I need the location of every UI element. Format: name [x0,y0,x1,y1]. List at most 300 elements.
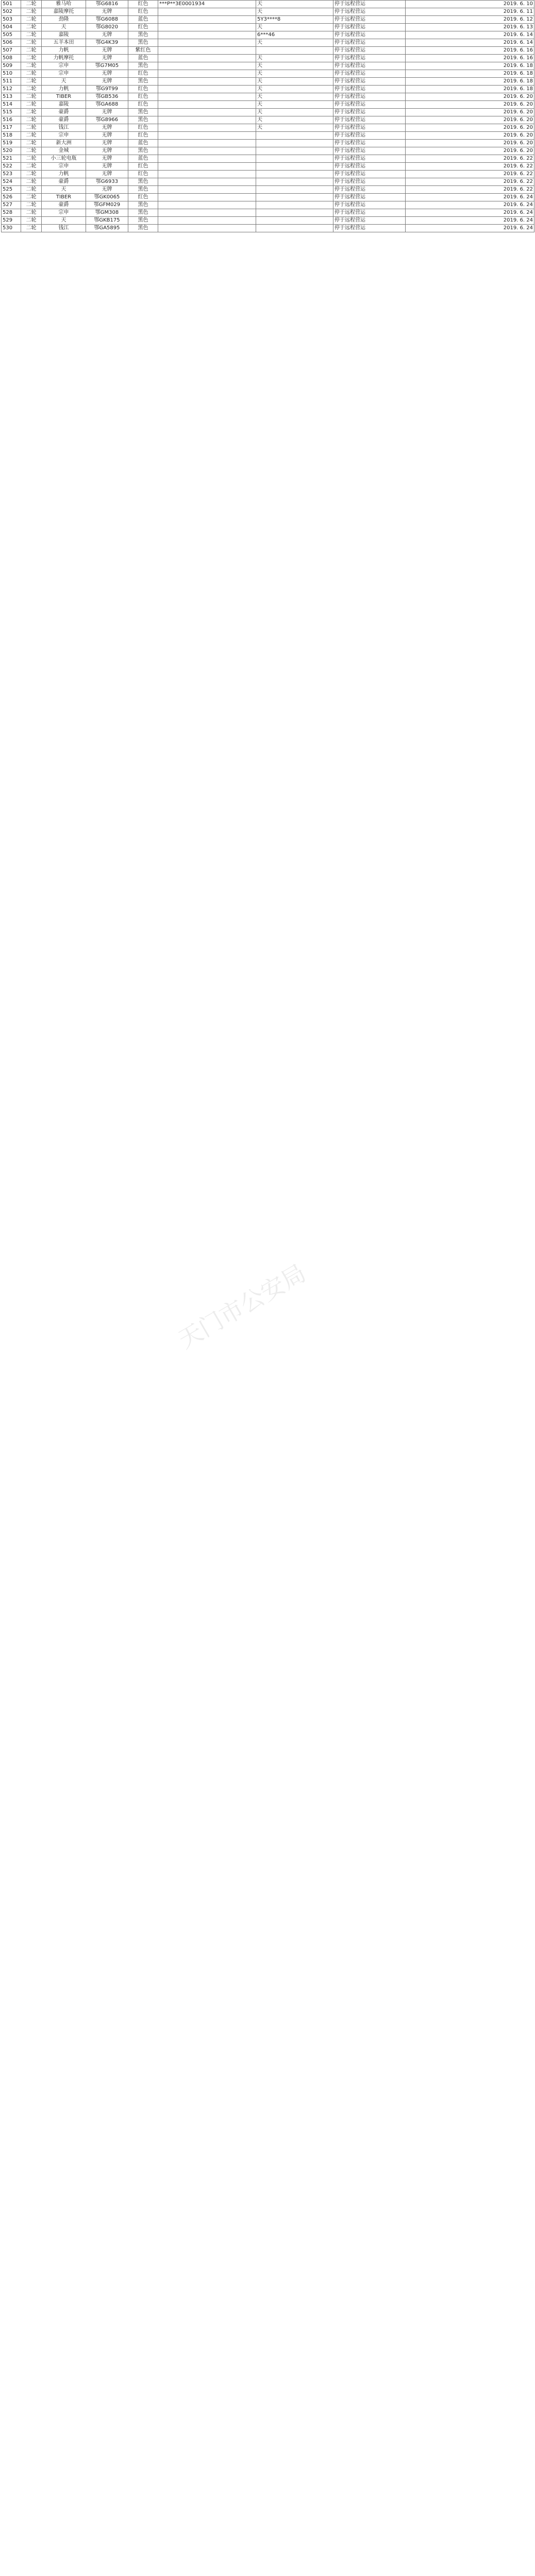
cell-brand: 宗申 [42,70,86,78]
cell-plate: 无牌 [86,31,128,39]
cell-vin [158,124,256,132]
cell-type: 二轮 [21,147,42,155]
cell-type: 二轮 [21,186,42,194]
cell-plate: 鄂G6816 [86,1,128,8]
cell-no: 515 [2,109,21,116]
cell-color: 红色 [128,101,158,109]
cell-engine [256,155,333,163]
watermark: 天门市公安局 [173,1259,311,1354]
cell-vin [158,171,256,178]
cell-engine [256,163,333,171]
cell-status: 停于远程营运 [333,116,406,124]
cell-engine: 天 [256,24,333,31]
cell-color: 黑色 [128,217,158,225]
cell-engine [256,194,333,201]
cell-no: 529 [2,217,21,225]
cell-no: 506 [2,39,21,47]
cell-status: 停于远程营运 [333,124,406,132]
cell-brand: 宗申 [42,209,86,217]
cell-color: 蓝色 [128,155,158,163]
cell-no: 519 [2,140,21,147]
cell-vin [158,16,256,24]
table-row [2,225,534,232]
cell-type: 二轮 [21,116,42,124]
table-row [2,55,534,62]
cell-vin [158,225,256,232]
table-row [2,70,534,78]
cell-type: 二轮 [21,155,42,163]
cell-engine [256,132,333,140]
cell-date: 2019. 6. 20 [406,147,534,155]
cell-status: 停于远程营运 [333,171,406,178]
cell-engine: 6***46 [256,31,333,39]
cell-color: 红色 [128,163,158,171]
cell-vin [158,116,256,124]
cell-date: 2019. 6. 24 [406,217,534,225]
cell-brand: 五羊本田 [42,39,86,47]
table-row [2,109,534,116]
cell-type: 二轮 [21,178,42,186]
cell-date: 2019. 6. 13 [406,24,534,31]
cell-brand: 豪爵 [42,116,86,124]
cell-status: 停于远程营运 [333,209,406,217]
cell-date: 2019. 6. 22 [406,186,534,194]
cell-date: 2019. 6. 20 [406,140,534,147]
cell-no: 517 [2,124,21,132]
cell-status: 停于远程营运 [333,225,406,232]
table-row [2,132,534,140]
cell-vin [158,140,256,147]
cell-color: 黑色 [128,62,158,70]
table-row [2,155,534,163]
cell-color: 黑色 [128,116,158,124]
cell-status: 停于远程营运 [333,86,406,93]
cell-brand: 劲隆 [42,16,86,24]
cell-status: 停于远程营运 [333,1,406,8]
cell-status: 停于远程营运 [333,62,406,70]
cell-plate: 无牌 [86,124,128,132]
cell-no: 518 [2,132,21,140]
cell-no: 505 [2,31,21,39]
cell-plate: 鄂GK0065 [86,194,128,201]
cell-brand: 豪爵 [42,178,86,186]
cell-no: 522 [2,163,21,171]
cell-vin [158,217,256,225]
cell-engine [256,217,333,225]
cell-brand: 力帆 [42,86,86,93]
cell-date: 2019. 6. 22 [406,178,534,186]
cell-date: 2019. 6. 24 [406,201,534,209]
cell-vin [158,178,256,186]
cell-date: 2019. 6. 22 [406,155,534,163]
cell-type: 二轮 [21,140,42,147]
cell-type: 二轮 [21,55,42,62]
cell-status: 停于远程营运 [333,39,406,47]
vehicle-disposal-table [1,0,534,232]
cell-plate: 鄂GKB175 [86,217,128,225]
table-row [2,8,534,16]
cell-date: 2019. 6. 22 [406,171,534,178]
cell-no: 527 [2,201,21,209]
cell-type: 二轮 [21,47,42,55]
table-row [2,93,534,101]
cell-plate: 鄂G7M05 [86,62,128,70]
cell-date: 2019. 6. 18 [406,70,534,78]
cell-status: 停于远程营运 [333,16,406,24]
cell-vin [158,47,256,55]
cell-plate: 无牌 [86,186,128,194]
cell-status: 停于远程营运 [333,147,406,155]
cell-brand: 钱江 [42,124,86,132]
cell-vin [158,70,256,78]
cell-plate: 鄂G6933 [86,178,128,186]
cell-type: 二轮 [21,101,42,109]
cell-vin [158,163,256,171]
cell-type: 二轮 [21,31,42,39]
cell-vin [158,86,256,93]
cell-status: 停于远程营运 [333,178,406,186]
cell-brand: 宗申 [42,163,86,171]
cell-type: 二轮 [21,8,42,16]
cell-engine: 天 [256,116,333,124]
cell-status: 停于远程营运 [333,47,406,55]
cell-plate: 无牌 [86,171,128,178]
cell-date: 2019. 6. 20 [406,116,534,124]
table-row [2,116,534,124]
cell-brand: 嘉陵摩托 [42,8,86,16]
cell-brand: 嘉陵 [42,31,86,39]
cell-status: 停于远程营运 [333,155,406,163]
cell-plate: 鄂GB536 [86,93,128,101]
cell-vin [158,186,256,194]
cell-plate: 无牌 [86,163,128,171]
cell-date: 2019. 6. 18 [406,86,534,93]
cell-type: 二轮 [21,86,42,93]
cell-color: 黑色 [128,147,158,155]
cell-color: 黑色 [128,186,158,194]
cell-no: 501 [2,1,21,8]
cell-status: 停于远程营运 [333,55,406,62]
cell-plate: 鄂GA688 [86,101,128,109]
cell-color: 红色 [128,8,158,16]
cell-no: 520 [2,147,21,155]
cell-engine: 天 [256,86,333,93]
cell-engine: 天 [256,55,333,62]
table-row [2,171,534,178]
table-row [2,201,534,209]
cell-date: 2019. 6. 20 [406,109,534,116]
cell-plate: 无牌 [86,8,128,16]
cell-color: 黑色 [128,78,158,86]
cell-plate: 鄂GA5895 [86,225,128,232]
cell-status: 停于远程营运 [333,31,406,39]
cell-color: 黑色 [128,31,158,39]
cell-vin [158,147,256,155]
cell-type: 二轮 [21,62,42,70]
cell-date: 2019. 6. 24 [406,194,534,201]
cell-status: 停于远程营运 [333,163,406,171]
cell-status: 停于远程营运 [333,24,406,31]
cell-engine: 天 [256,1,333,8]
cell-brand: 钱江 [42,225,86,232]
cell-no: 521 [2,155,21,163]
cell-brand: 雅马哈 [42,1,86,8]
cell-date: 2019. 6. 14 [406,31,534,39]
cell-date: 2019. 6. 22 [406,163,534,171]
cell-engine [256,171,333,178]
cell-plate: 鄂G9T99 [86,86,128,93]
cell-brand: 天 [42,78,86,86]
cell-brand: 宗申 [42,132,86,140]
cell-plate: 鄂G8966 [86,116,128,124]
cell-vin [158,62,256,70]
cell-color: 红色 [128,132,158,140]
table-row [2,194,534,201]
cell-plate: 无牌 [86,78,128,86]
cell-no: 512 [2,86,21,93]
cell-type: 二轮 [21,70,42,78]
cell-no: 525 [2,186,21,194]
cell-brand: 金城 [42,147,86,155]
cell-color: 黑色 [128,178,158,186]
cell-type: 二轮 [21,201,42,209]
table-row [2,86,534,93]
cell-engine [256,225,333,232]
table-row [2,16,534,24]
cell-engine [256,209,333,217]
cell-date: 2019. 6. 24 [406,225,534,232]
cell-engine: 天 [256,8,333,16]
cell-engine: 天 [256,39,333,47]
cell-status: 停于远程营运 [333,201,406,209]
cell-color: 蓝色 [128,16,158,24]
cell-type: 二轮 [21,16,42,24]
cell-no: 502 [2,8,21,16]
cell-brand: 宗申 [42,62,86,70]
cell-engine: 天 [256,70,333,78]
cell-date: 2019. 6. 16 [406,55,534,62]
cell-no: 516 [2,116,21,124]
cell-brand: 豪爵 [42,109,86,116]
cell-vin [158,78,256,86]
cell-engine: 天 [256,124,333,132]
cell-vin [158,8,256,16]
table-row [2,163,534,171]
cell-no: 528 [2,209,21,217]
cell-plate: 无牌 [86,132,128,140]
cell-status: 停于远程营运 [333,93,406,101]
cell-type: 二轮 [21,171,42,178]
cell-date: 2019. 6. 14 [406,39,534,47]
cell-engine: 天 [256,78,333,86]
cell-color: 红色 [128,93,158,101]
cell-vin [158,155,256,163]
cell-type: 二轮 [21,39,42,47]
cell-type: 二轮 [21,209,42,217]
cell-brand: 豪爵 [42,201,86,209]
cell-plate: 鄂G4K39 [86,39,128,47]
cell-type: 二轮 [21,109,42,116]
cell-plate: 鄂GM308 [86,209,128,217]
cell-vin [158,209,256,217]
cell-engine [256,140,333,147]
cell-brand: 力帆摩托 [42,55,86,62]
table-row [2,78,534,86]
cell-plate: 无牌 [86,47,128,55]
cell-engine: 天 [256,101,333,109]
cell-no: 511 [2,78,21,86]
cell-color: 蓝色 [128,140,158,147]
cell-plate: 无牌 [86,55,128,62]
cell-status: 停于远程营运 [333,8,406,16]
cell-status: 停于远程营运 [333,109,406,116]
table-row [2,209,534,217]
cell-no: 503 [2,16,21,24]
cell-type: 二轮 [21,132,42,140]
cell-status: 停于远程营运 [333,194,406,201]
table-row [2,101,534,109]
cell-brand: 力帆 [42,171,86,178]
table-row [2,31,534,39]
cell-plate: 无牌 [86,155,128,163]
cell-status: 停于远程营运 [333,78,406,86]
table-row [2,24,534,31]
cell-type: 二轮 [21,217,42,225]
table-row [2,140,534,147]
cell-no: 507 [2,47,21,55]
cell-brand: 新大洲 [42,140,86,147]
table-body [2,1,534,232]
cell-no: 526 [2,194,21,201]
cell-engine [256,47,333,55]
cell-type: 二轮 [21,93,42,101]
cell-plate: 鄂G8020 [86,24,128,31]
cell-engine [256,186,333,194]
cell-brand: 天 [42,217,86,225]
cell-engine [256,201,333,209]
cell-plate: 无牌 [86,140,128,147]
cell-no: 523 [2,171,21,178]
cell-color: 红色 [128,86,158,93]
cell-color: 红色 [128,194,158,201]
cell-no: 513 [2,93,21,101]
cell-no: 509 [2,62,21,70]
cell-type: 二轮 [21,163,42,171]
cell-vin [158,55,256,62]
cell-vin [158,93,256,101]
cell-no: 510 [2,70,21,78]
cell-date: 2019. 6. 11 [406,8,534,16]
cell-color: 黑色 [128,201,158,209]
cell-date: 2019. 6. 12 [406,16,534,24]
cell-vin [158,201,256,209]
cell-date: 2019. 6. 20 [406,101,534,109]
cell-engine: 5Y3****8 [256,16,333,24]
cell-date: 2019. 6. 16 [406,47,534,55]
table-row [2,178,534,186]
cell-type: 二轮 [21,24,42,31]
cell-color: 黑色 [128,209,158,217]
table-row [2,186,534,194]
cell-status: 停于远程营运 [333,186,406,194]
cell-engine [256,178,333,186]
cell-type: 二轮 [21,225,42,232]
cell-engine: 天 [256,62,333,70]
cell-color: 紫红色 [128,47,158,55]
cell-type: 二轮 [21,194,42,201]
cell-vin: ***P**3E0001934 [158,1,256,8]
cell-date: 2019. 6. 18 [406,78,534,86]
cell-status: 停于远程营运 [333,70,406,78]
cell-date: 2019. 6. 18 [406,62,534,70]
cell-plate: 无牌 [86,109,128,116]
cell-brand: 天 [42,186,86,194]
table-row [2,217,534,225]
cell-brand: 力帆 [42,47,86,55]
cell-type: 二轮 [21,1,42,8]
cell-brand: 嘉陵 [42,101,86,109]
cell-date: 2019. 6. 20 [406,132,534,140]
cell-status: 停于远程营运 [333,132,406,140]
cell-no: 508 [2,55,21,62]
cell-color: 蓝色 [128,55,158,62]
cell-engine: 天 [256,109,333,116]
cell-no: 514 [2,101,21,109]
cell-date: 2019. 6. 10 [406,1,534,8]
cell-plate: 鄂G6088 [86,16,128,24]
cell-color: 红色 [128,124,158,132]
cell-no: 524 [2,178,21,186]
table-row [2,39,534,47]
cell-status: 停于远程营运 [333,217,406,225]
cell-vin [158,24,256,31]
cell-engine: 天 [256,93,333,101]
cell-no: 504 [2,24,21,31]
table-row [2,147,534,155]
cell-plate: 无牌 [86,147,128,155]
cell-date: 2019. 6. 20 [406,124,534,132]
cell-no: 530 [2,225,21,232]
table-row [2,124,534,132]
cell-brand: TIBER [42,93,86,101]
cell-color: 红色 [128,24,158,31]
cell-color: 红色 [128,1,158,8]
cell-plate: 鄂GFM029 [86,201,128,209]
table-row [2,62,534,70]
cell-vin [158,132,256,140]
cell-color: 黑色 [128,225,158,232]
cell-date: 2019. 6. 24 [406,209,534,217]
cell-vin [158,39,256,47]
table-row [2,47,534,55]
cell-color: 黑色 [128,39,158,47]
cell-status: 停于远程营运 [333,140,406,147]
cell-vin [158,194,256,201]
cell-color: 红色 [128,70,158,78]
cell-vin [158,31,256,39]
cell-date: 2019. 6. 20 [406,93,534,101]
table-row [2,1,534,8]
cell-plate: 无牌 [86,70,128,78]
cell-vin [158,109,256,116]
cell-brand: 小三轮电瓶 [42,155,86,163]
cell-color: 红色 [128,171,158,178]
cell-status: 停于远程营运 [333,101,406,109]
cell-vin [158,101,256,109]
cell-engine [256,147,333,155]
cell-brand: 天 [42,24,86,31]
cell-type: 二轮 [21,124,42,132]
